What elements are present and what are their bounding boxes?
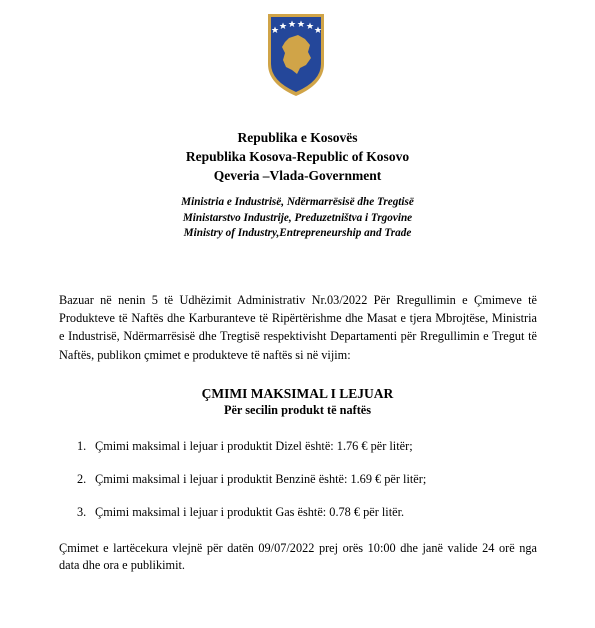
list-item-text: Çmimi maksimal i lejuar i produktit Gas është: 0.78 € për litër. bbox=[95, 505, 405, 519]
document-subtitle: Për secilin produkt të naftës bbox=[223, 403, 372, 417]
list-item-text: Çmimi maksimal i lejuar i produktit Dizel është: 1.76 € për litër; bbox=[95, 439, 413, 453]
ministry-line-2: Ministarstvo Industrije, Preduzetništva i Trgovine bbox=[182, 211, 413, 224]
list-item-number: 1. bbox=[77, 439, 87, 453]
ministry-line-3: Ministry of Industry,Entrepreneurship and Trade bbox=[183, 227, 412, 239]
government-line-1: Republika e Kosovës bbox=[237, 130, 358, 145]
price-list-item bbox=[77, 504, 404, 520]
list-item-number: 2. bbox=[77, 472, 87, 486]
government-line-3: Qeveria –Vlada-Government bbox=[213, 168, 382, 183]
ministry-line-1: Ministria e Industrisë, Ndërmarrësisë dhe Tregtisë bbox=[181, 196, 414, 208]
government-line-2: Republika Kosova-Republic of Kosovo bbox=[185, 149, 410, 164]
ministry-header bbox=[0, 195, 595, 242]
price-list-item bbox=[77, 438, 413, 454]
list-item-number: 3. bbox=[77, 505, 87, 519]
document-title: ÇMIMI MAKSIMAL I LEJUAR bbox=[201, 386, 394, 401]
list-item-text: Çmimi maksimal i lejuar i produktit Benzinë është: 1.69 € për litër; bbox=[95, 472, 427, 486]
validity-paragraph: Çmimet e lartëcekura vlejnë për datën 09/07/2022 prej orës 10:00 dhe janë valide 24 orë nga data dhe ora e publikimit. bbox=[59, 541, 537, 572]
kosovo-coat-of-arms-icon bbox=[265, 12, 327, 98]
intro-paragraph: Bazuar në nenin 5 të Udhëzimit Administrativ Nr.03/2022 Për Rregullimin e Çmimeve të Produkteve të Naftës dhe Karburanteve të Ripërtërishme dhe Masat e tjera Mbrojtëse, Ministria e Industrisë, Ndërmarrësisë dhe Tregtisë respektivisht Departamenti për Rregullimin e Tregut të Naftës, publikon çmimet e produkteve të naftës si në vijim: bbox=[59, 293, 537, 362]
price-list-item bbox=[77, 471, 426, 487]
government-header bbox=[0, 128, 595, 185]
